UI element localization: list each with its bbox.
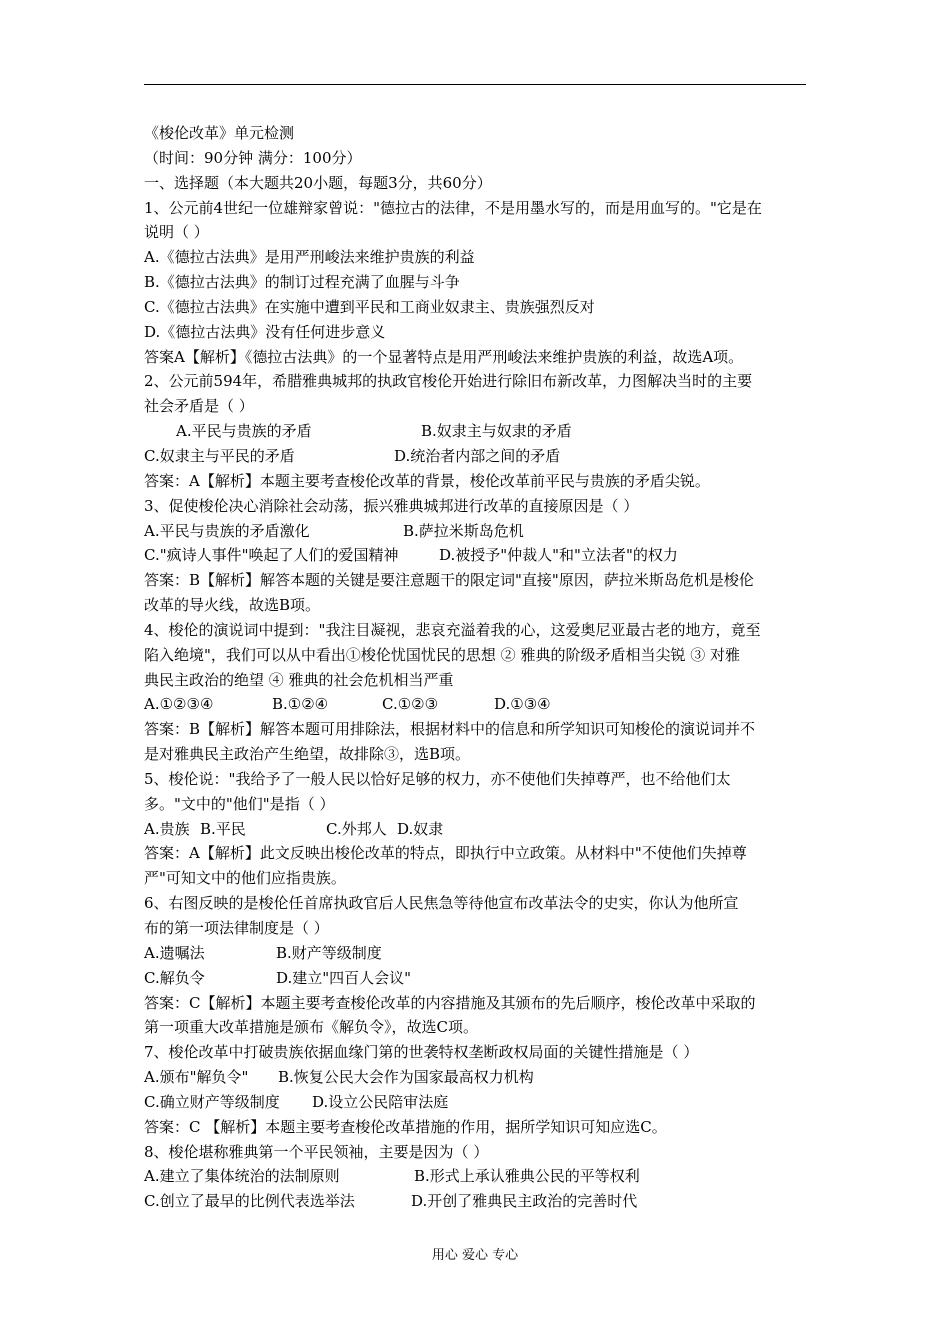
question-8-options-row-1	[144, 1164, 812, 1189]
question-8-option-d: D.开创了雅典民主政治的完善时代	[411, 1192, 638, 1211]
question-1-option-d: D.《德拉古法典》没有任何进步意义	[144, 322, 386, 341]
question-4-answer: 答案：B【解析】解答本题可用排除法，根据材料中的信息和所学知识可知梭伦的演说词并不	[144, 720, 756, 739]
doc-subtitle: （时间：90分钟 满分：100分）	[144, 148, 362, 167]
question-1-option-b: B.《德拉古法典》的制订过程充满了血腥与斗争	[144, 273, 460, 292]
question-5-option-d: D.奴隶	[397, 819, 444, 838]
question-6-option-c: C.解负令	[144, 968, 205, 987]
question-3-option-c: C."疯诗人事件"唤起了人们的爱国精神	[144, 546, 399, 565]
document-body	[144, 121, 812, 1214]
question-5-option-a: A.贵族	[144, 819, 190, 838]
question-3-option-a: A.平民与贵族的矛盾激化	[144, 521, 310, 540]
question-1-answer: 答案A【解析】《德拉古法典》的一个显著特点是用严刑峻法来维护贵族的利益，故选A项。	[144, 347, 744, 366]
question-8-option-a: A.建立了集体统治的法制原则	[144, 1167, 340, 1186]
question-8-option-b: B.形式上承认雅典公民的平等权利	[414, 1167, 640, 1186]
question-4-option-a: A.①②③④	[144, 695, 214, 714]
question-5-stem: 5、梭伦说："我给予了一般人民以恰好足够的权力，亦不使他们失掉尊严，也不给他们太	[144, 769, 731, 788]
question-2-stem: 2、公元前594年，希腊雅典城邦的执政官梭伦开始进行除旧布新改革，力图解决当时的主要	[144, 372, 753, 391]
question-7-options-row-2	[144, 1090, 812, 1115]
question-4-option-c: C.①②③	[382, 695, 439, 714]
question-6-answer: 答案：C【解析】本题主要考查梭伦改革的内容措施及其颁布的先后顺序，梭伦改革中采取的	[144, 993, 756, 1012]
question-5-answer: 答案：A【解析】此文反映出梭伦改革的特点，即执行中立政策。从材料中"不使他们失掉尊	[144, 844, 747, 863]
question-8-options-row-2	[144, 1189, 812, 1214]
question-1-option-a: A.《德拉古法典》是用严刑峻法来维护贵族的利益	[144, 248, 475, 267]
question-2-option-a: A.平民与贵族的矛盾	[176, 422, 312, 441]
question-6-option-d: D.建立"四百人会议"	[276, 968, 412, 987]
question-5-stem-cont: 多。"文中的"他们"是指（ ）	[144, 794, 335, 813]
question-6-option-a: A.遗嘱法	[144, 943, 205, 962]
question-8-stem: 8、梭伦堪称雅典第一个平民领袖，主要是因为（ ）	[144, 1142, 489, 1161]
question-7-option-d: D.设立公民陪审法庭	[312, 1092, 449, 1111]
question-6-options-row-1	[144, 941, 812, 966]
question-4-option-d: D.①③④	[494, 695, 551, 714]
question-2-stem-cont: 社会矛盾是（ ）	[144, 397, 254, 416]
doc-title: 《梭伦改革》单元检测	[144, 124, 295, 142]
question-7-option-a: A.颁布"解负令"	[144, 1068, 249, 1087]
question-4-option-b: B.①②④	[272, 695, 329, 714]
question-7-option-c: C.确立财产等级制度	[144, 1092, 280, 1111]
question-1-stem: 1、公元前4世纪一位雄辩家曾说："德拉古的法律，不是用墨水写的，而是用血写的。"它是在	[144, 198, 762, 217]
page-footer: 用心 爱心 专心	[431, 1248, 519, 1263]
question-4-answer-cont: 是对雅典民主政治产生绝望，故排除③，选B项。	[144, 745, 471, 764]
question-3-answer: 答案：B【解析】解答本题的关键是要注意题干的限定词"直接"原因，萨拉米斯岛危机是梭伦	[144, 571, 754, 590]
question-7-stem: 7、梭伦改革中打破贵族依据血缘门第的世袭特权垄断政权局面的关键性措施是（ ）	[144, 1043, 699, 1062]
question-1-option-c: C.《德拉古法典》在实施中遭到平民和工商业奴隶主、贵族强烈反对	[144, 297, 595, 316]
question-7-answer: 答案：C 【解析】本题主要考查梭伦改革措施的作用，据所学知识可知应选C。	[144, 1117, 667, 1136]
question-3-option-d: D.被授予"仲裁人"和"立法者"的权力	[439, 546, 678, 565]
question-5-options-row	[144, 817, 812, 842]
question-5-answer-cont: 严"可知文中的他们应指贵族。	[144, 869, 346, 888]
question-6-stem: 6、右图反映的是梭伦任首席执政官后人民焦急等待他宣布改革法令的史实，你认为他所宣	[144, 894, 739, 913]
section-heading: 一、选择题（本大题共20小题，每题3分，共60分）	[144, 173, 492, 192]
question-3-options-row-1	[144, 519, 812, 544]
question-6-options-row-2	[144, 966, 812, 991]
question-3-options-row-2	[144, 543, 812, 568]
question-3-stem: 3、促使梭伦决心消除社会动荡，振兴雅典城邦进行改革的直接原因是（ ）	[144, 496, 639, 515]
question-3-answer-cont: 改革的导火线，故选B项。	[144, 596, 321, 615]
question-3-option-b: B.萨拉米斯岛危机	[403, 521, 524, 540]
question-2-answer: 答案：A【解析】本题主要考查梭伦改革的背景，梭伦改革前平民与贵族的矛盾尖锐。	[144, 471, 710, 490]
question-5-option-b: B.平民	[200, 819, 246, 838]
question-4-stem: 4、梭伦的演说词中提到："我注目凝视，悲哀充溢着我的心，这爱奥尼亚最古老的地方，竟至	[144, 620, 761, 639]
question-6-stem-cont: 布的第一项法律制度是（ ）	[144, 919, 329, 937]
question-7-options-row-1	[144, 1065, 812, 1090]
question-6-option-b: B.财产等级制度	[276, 943, 382, 962]
question-6-answer-cont: 第一项重大改革措施是颁布《解负令》，故选C项。	[144, 1018, 478, 1037]
question-7-option-b: B.恢复公民大会作为国家最高权力机构	[278, 1068, 534, 1087]
question-1-stem-cont: 说明（ ）	[144, 223, 209, 242]
question-2-option-b: B.奴隶主与奴隶的矛盾	[421, 422, 572, 441]
question-2-options-row-2	[144, 444, 812, 469]
question-8-option-c: C.创立了最早的比例代表选举法	[144, 1192, 355, 1211]
header-rule	[144, 84, 806, 85]
question-5-option-c: C.外邦人	[326, 819, 387, 838]
question-2-option-d: D.统治者内部之间的矛盾	[394, 446, 561, 465]
question-4-stem-cont: 陷入绝境"，我们可以从中看出①梭伦忧国忧民的思想 ② 雅典的阶级矛盾相当尖锐 ③ 对雅	[144, 645, 740, 664]
question-4-options-row	[144, 692, 812, 717]
question-4-stem-cont-2: 典民主政治的绝望 ④ 雅典的社会危机相当严重	[144, 670, 454, 689]
question-2-option-c: C.奴隶主与平民的矛盾	[144, 446, 295, 465]
question-2-options-row-1	[144, 419, 812, 444]
